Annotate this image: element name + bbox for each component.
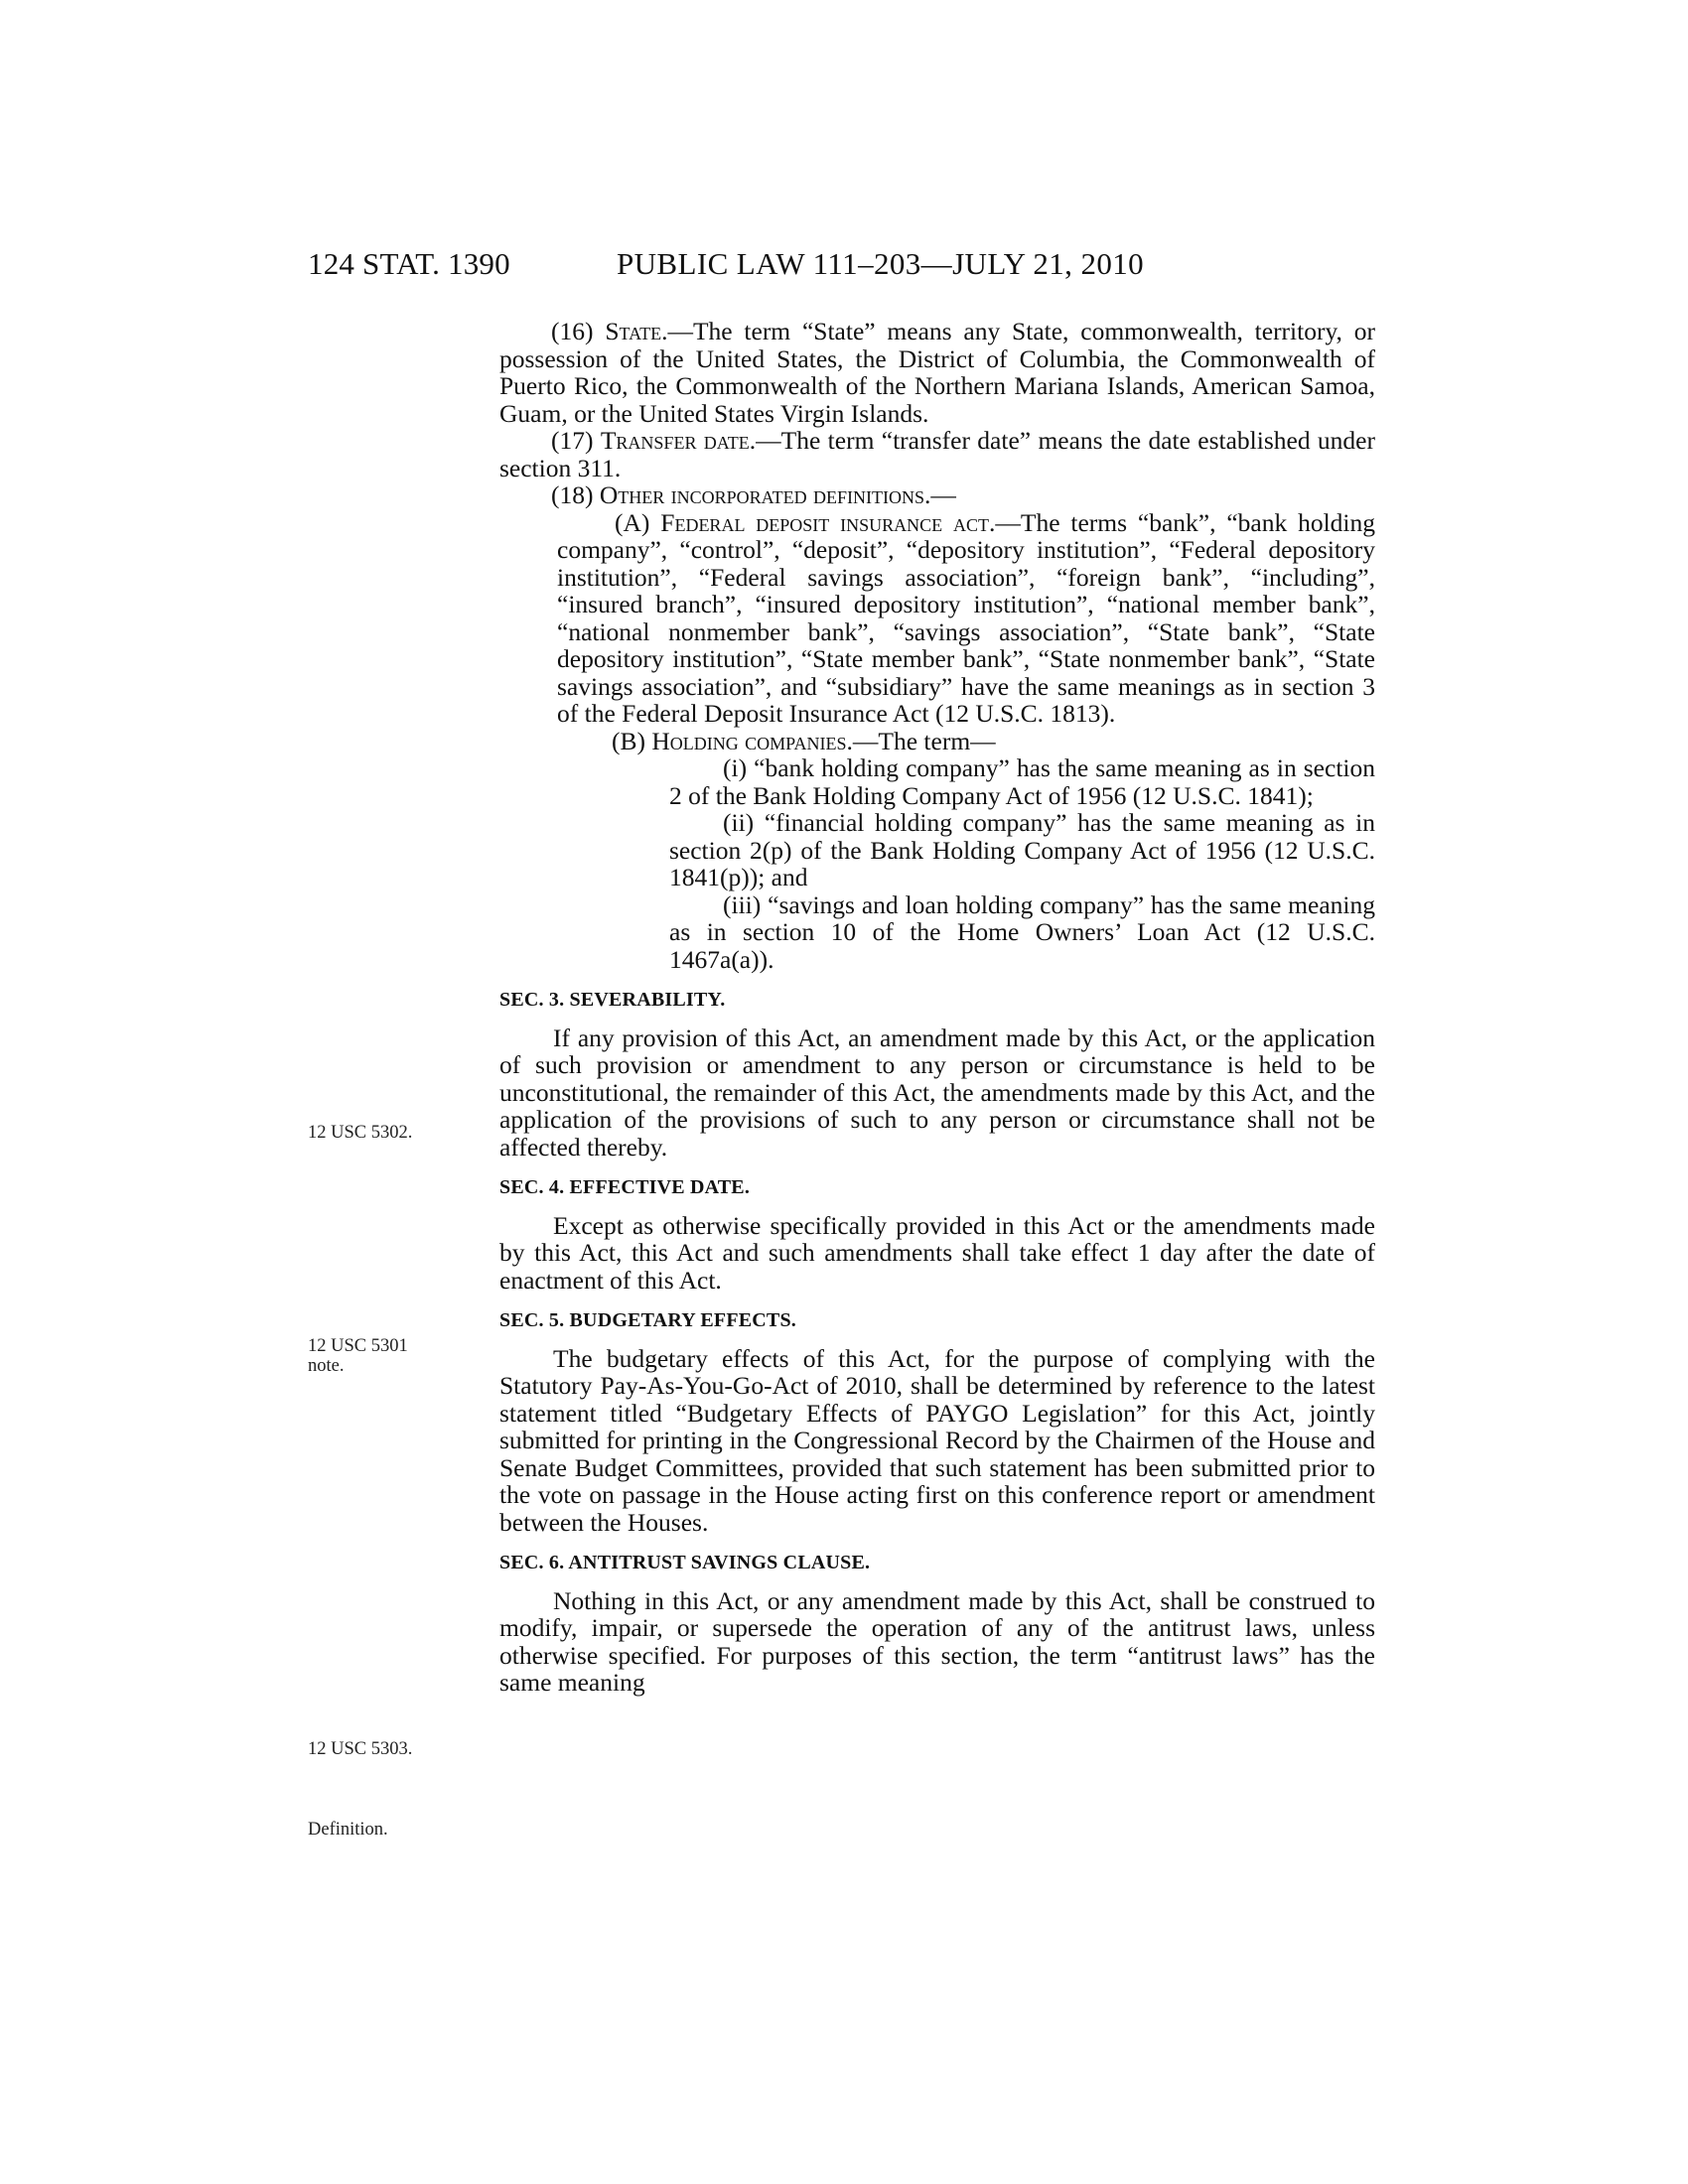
margin-note-sec3: 12 USC 5302.	[308, 1123, 413, 1143]
margin-note-sec6: 12 USC 5303.	[308, 1739, 413, 1759]
section-5-text: The budgetary effects of this Act, for the purpose of complying with the Statutory Pay-As-You-Go-Act of 2010, shall be determined by reference to the latest statement titled “Budgetary Effects of PAYGO Legislation” for this Act, jointly submitted for printing in the Congressional Record by the Chairmen of the House and Senate Budget Committees, provided that such statement has been submitted prior to the vote on passage in the House acting first on this conference report or amendment between the Houses.	[499, 1343, 1375, 1537]
section-4-heading: SEC. 4. EFFECTIVE DATE.	[499, 1176, 751, 1198]
section-6-heading: SEC. 6. ANTITRUST SAVINGS CLAUSE.	[499, 1552, 871, 1573]
section-3-text: If any provision of this Act, an amendment made by this Act, or the application of such provision or amendment to any person or circumstance is held to be unconstitutional, the remainder of this Act, the amendments made by this Act, and the application of the provisions of such to any person or circumstance shall not be affected thereby.	[499, 1023, 1375, 1161]
definition-18-b-ii: (ii) “financial holding company” has the same meaning as in section 2(p) of the Bank Holding Company Act of 1956 (12 U.S.C. 1841(p)); and	[669, 808, 1375, 891]
definition-18-term: Other incorporated definitions	[599, 480, 925, 509]
definition-17-term: Transfer date	[600, 426, 750, 455]
definition-18-b: (B) Holding companies.—The term—	[612, 726, 996, 755]
definition-18-b-i: (i) “bank holding company” has the same meaning as in section 2 of the Bank Holding Company Act of 1956 (12 U.S.C. 1841);	[669, 753, 1375, 810]
margin-note-definition: Definition.	[308, 1820, 388, 1840]
statute-reference: 124 STAT. 1390	[308, 246, 510, 281]
section-3-heading: SEC. 3. SEVERABILITY.	[499, 989, 726, 1011]
definition-17: (17) Transfer date.—The term “transfer date” means the date established under section 311.	[499, 426, 1375, 482]
margin-note-sec4-line1: 12 USC 5301	[308, 1336, 408, 1356]
section-4-text: Except as otherwise specifically provided in this Act or the amendments made by this Act, this Act and such amendments shall take effect 1 day after the date of enactment of this Act.	[499, 1210, 1375, 1295]
definition-18-b-term: Holding companies	[651, 726, 847, 755]
document-body	[499, 318, 1375, 1697]
public-law-title: PUBLIC LAW 111–203—JULY 21, 2010	[617, 246, 1145, 281]
definition-16-term: State	[605, 317, 662, 345]
definition-18: (18) Other incorporated definitions.—	[551, 480, 956, 509]
section-6-text: Nothing in this Act, or any amendment made by this Act, shall be construed to modify, impair, or supersede the operation of any of the antitrust laws, unless otherwise specified. For purposes of this section, the term “antitrust laws” has the same meaning	[499, 1585, 1375, 1697]
definition-18-a-term: Federal deposit insurance act	[660, 507, 990, 537]
definition-16: (16) State.—The term “State” means any State, commonwealth, territory, or possession of the United States, the District of Columbia, the Commonwealth of Puerto Rico, the Commonwealth of the Northern Mariana Islands, American Samoa, Guam, or the United States Virgin Islands.	[499, 317, 1376, 428]
definition-18-a: (A) Federal deposit insurance act.—The terms “bank”, “bank holding company”, “control”, “deposit”, “depository institution”, “Federal depository institution”, “Federal savings association”, “foreign bank”, “including”, “insured branch”, “insured depository institution”, “national member bank”, “national nonmember bank”, “savings association”, “State bank”, “State depository institution”, “State member bank”, “State nonmember bank”, “State savings association”, and “subsidiary” have the same meanings as in section 3 of the Federal Deposit Insurance Act (12 U.S.C. 1813).	[557, 507, 1375, 728]
margin-note-sec4-line2: note.	[308, 1356, 345, 1376]
section-5-heading: SEC. 5. BUDGETARY EFFECTS.	[499, 1309, 796, 1331]
page-header	[0, 246, 1688, 286]
margin-note-sec4	[308, 1336, 457, 1376]
definition-18-b-iii: (iii) “savings and loan holding company” has the same meaning as in section 10 of the Home Owners’ Loan Act (12 U.S.C. 1467a(a)).	[669, 889, 1375, 974]
